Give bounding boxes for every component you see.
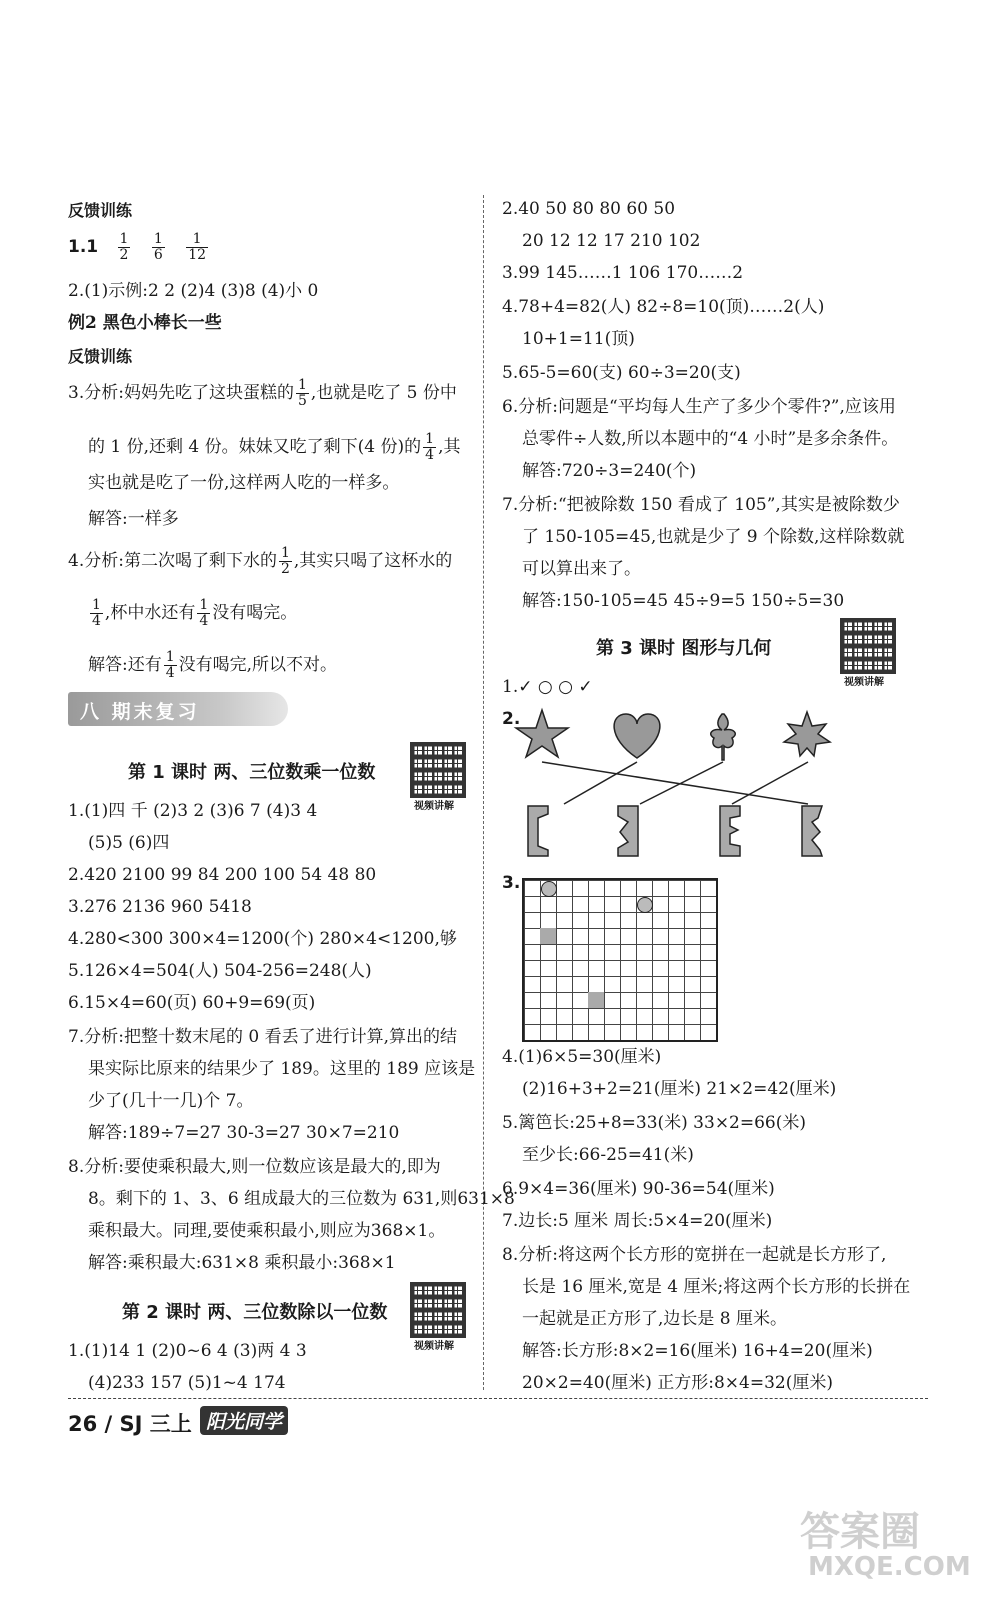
- fraction: $\frac{1}{6}$: [153, 231, 163, 263]
- r-q6b: 总零件÷人数,所以本题中的“4 小时”是多余条件。: [522, 429, 899, 449]
- half-shape-4: [802, 806, 822, 856]
- s1-q7c: 少了(几十一几)个 7。: [88, 1091, 254, 1111]
- qr-code-icon[interactable]: [840, 618, 896, 674]
- lesson-3-title: 第 3 课时 图形与几何: [596, 638, 772, 659]
- r-q4b: 10+1=11(顶): [522, 329, 635, 349]
- footer-divider: [68, 1398, 928, 1399]
- grid-square: [540, 928, 556, 944]
- r-q7-answer: 解答:150-105=45 45÷9=5 150÷5=30: [522, 591, 845, 611]
- qr-label: 视频讲解: [414, 1341, 454, 1352]
- fraction: $\frac{1}{4}$: [92, 597, 101, 629]
- g-q4a: 4.(1)6×5=30(厘米): [502, 1047, 662, 1067]
- leaf-icon: [784, 712, 830, 756]
- grid-circle: [541, 881, 557, 897]
- g-q8-answer: 解答:长方形:8×2=16(厘米) 16+4=20(厘米): [522, 1341, 873, 1361]
- s1-q7a: 7.分析:把整十数末尾的 0 看丢了进行计算,算出的结: [68, 1027, 457, 1047]
- feedback-heading-1: 反馈训练: [68, 201, 133, 220]
- answer-2: 2.(1)示例:2 2 (2)4 (3)8 (4)小 0: [68, 281, 319, 301]
- g-q1: 1.✓ ○ ○ ✓: [502, 677, 593, 697]
- grid-square: [588, 992, 604, 1008]
- s1-q8-answer: 解答:乘积最大:631×8 乘积最小:368×1: [88, 1253, 396, 1273]
- r-q2a: 2.40 50 80 80 60 50: [502, 199, 676, 219]
- g-q8c: 一起就是正方形了,边长是 8 厘米。: [522, 1309, 788, 1329]
- half-shape-1: [528, 806, 548, 856]
- r-q7c: 可以算出来了。: [522, 559, 641, 579]
- g-q2-label: 2.: [502, 709, 521, 729]
- r-q2b: 20 12 12 17 210 102: [522, 231, 701, 251]
- star-icon: [516, 710, 568, 757]
- lesson-1-title: 第 1 课时 两、三位数乘一位数: [128, 762, 376, 783]
- g-q5a: 5.篱笆长:25+8=33(米) 33×2=66(米): [502, 1113, 807, 1133]
- qr-label: 视频讲解: [414, 801, 454, 812]
- answer-1-line: [68, 232, 210, 263]
- r-q7a: 7.分析:“把被除数 150 看成了 105”,其实是被除数少: [502, 495, 900, 515]
- flower-icon: [711, 714, 736, 760]
- fraction: $\frac{1}{4}$: [199, 597, 209, 629]
- r-q4a: 4.78+4=82(人) 82÷8=10(顶)……2(人): [502, 297, 825, 317]
- fraction: $\frac{1}{2}$: [280, 545, 290, 577]
- g-q4b: (2)16+3+2=21(厘米) 21×2=42(厘米): [522, 1079, 837, 1099]
- s1-q7b: 果实际比原来的结果少了 189。这里的 189 应该是: [88, 1059, 476, 1079]
- s1-q5: 5.126×4=504(人) 504-256=248(人): [68, 961, 372, 981]
- half-shape-2: [618, 806, 638, 856]
- half-shape-3: [720, 806, 740, 856]
- g-q5b: 至少长:66-25=41(米): [522, 1145, 694, 1165]
- watermark-url: MXQE.COM: [808, 1552, 971, 1582]
- example-2: 例2 黑色小棒长一些: [68, 313, 222, 333]
- q4-line-b: $\frac{1}{4}$ ,杯中水还有 $\frac{1}{4}$ 没有喝完。: [92, 597, 298, 629]
- fraction: $\frac{1}{4}$: [165, 649, 175, 681]
- q3-answer: 解答:一样多: [88, 509, 179, 529]
- q3-line-a: 3.分析:妈妈先吃了这块蛋糕的 $\frac{1}{5}$ ,也就是吃了 5 份中: [68, 377, 457, 409]
- r-q5: 5.65-5=60(支) 60÷3=20(支): [502, 363, 741, 383]
- r-q7b: 了 150-105=45,也就是少了 9 个除数,这样除数就: [522, 527, 905, 547]
- s2-q1b: (4)233 157 (5)1~4 174: [88, 1373, 286, 1393]
- r-q6a: 6.分析:问题是“平均每人生产了多少个零件?”,应该用: [502, 397, 896, 417]
- page-footer: 26 / SJ 三上: [68, 1412, 192, 1436]
- g-q3-label: 3.: [502, 873, 521, 893]
- s1-q6: 6.15×4=60(页) 60+9=69(页): [68, 993, 316, 1013]
- s1-q1: 1.(1)四 千 (2)3 2 (3)6 7 (4)3 4: [68, 801, 318, 821]
- qr-code-icon[interactable]: [410, 1282, 466, 1338]
- s1-q7-answer: 解答:189÷7=27 30-3=27 30×7=210: [88, 1123, 400, 1143]
- q3-line-b: 的 1 份,还剩 4 份。妹妹又吃了剩下(4 份)的 $\frac{1}{4}$ ,其: [88, 431, 461, 463]
- g-q8a: 8.分析:将这两个长方形的宽拼在一起就是长方形了,: [502, 1245, 887, 1265]
- watermark-logo: 答案圈: [800, 1509, 920, 1555]
- s1-q8c: 乘积最大。同理,要使乘积最小,则应为368×1。: [88, 1221, 446, 1241]
- qr-label: 视频讲解: [844, 677, 884, 688]
- qr-code-icon[interactable]: [410, 742, 466, 798]
- lesson-2-title: 第 2 课时 两、三位数除以一位数: [122, 1302, 388, 1323]
- s2-q1: 1.(1)14 1 (2)0~6 4 (3)两 4 3: [68, 1341, 307, 1361]
- fraction: $\frac{1}{12}$: [188, 231, 207, 263]
- g-q6: 6.9×4=36(厘米) 90-36=54(厘米): [502, 1179, 775, 1199]
- g-q8e: 20×2=40(厘米) 正方形:8×4=32(厘米): [522, 1373, 833, 1393]
- heart-icon: [614, 714, 660, 758]
- feedback-heading-2: 反馈训练: [68, 347, 133, 366]
- g-q7: 7.边长:5 厘米 周长:5×4=20(厘米): [502, 1211, 773, 1231]
- q4-line-a: 4.分析:第二次喝了剩下水的 $\frac{1}{2}$ ,其实只喝了这杯水的: [68, 545, 453, 577]
- fraction: $\frac{1}{2}$: [119, 231, 129, 263]
- s1-q8b: 8。剩下的 1、3、6 组成最大的三位数为 631,则631×8: [88, 1189, 515, 1209]
- r-q6-answer: 解答:720÷3=240(个): [522, 461, 697, 481]
- s1-q2: 2.420 2100 99 84 200 100 54 48 80: [68, 865, 377, 885]
- column-divider: [483, 195, 485, 1390]
- brand-logo: 阳光同学: [200, 1406, 288, 1435]
- q4-answer: 解答:还有 $\frac{1}{4}$ 没有喝完,所以不对。: [88, 649, 338, 681]
- shape-matching-diagram: [512, 706, 852, 866]
- section-banner-title: 八 期末复习: [80, 701, 200, 723]
- answer-1-label: 1.1: [68, 237, 99, 257]
- g-q8b: 长是 16 厘米,宽是 4 厘米;将这两个长方形的长拼在: [522, 1277, 911, 1297]
- fraction: $\frac{1}{5}$: [297, 377, 307, 409]
- grid-circle: [637, 897, 653, 913]
- fraction: $\frac{1}{4}$: [425, 431, 435, 463]
- s1-q8a: 8.分析:要使乘积最大,则一位数应该是最大的,即为: [68, 1157, 441, 1177]
- q3-line-c: 实也就是吃了一份,这样两人吃的一样多。: [88, 473, 400, 493]
- s1-q3: 3.276 2136 960 5418: [68, 897, 252, 917]
- s1-q1b: (5)5 (6)四: [88, 833, 170, 853]
- grid-figure: [522, 878, 718, 1042]
- s1-q4: 4.280<300 300×4=1200(个) 280×4<1200,够: [68, 929, 457, 949]
- r-q3: 3.99 145……1 106 170……2: [502, 263, 744, 283]
